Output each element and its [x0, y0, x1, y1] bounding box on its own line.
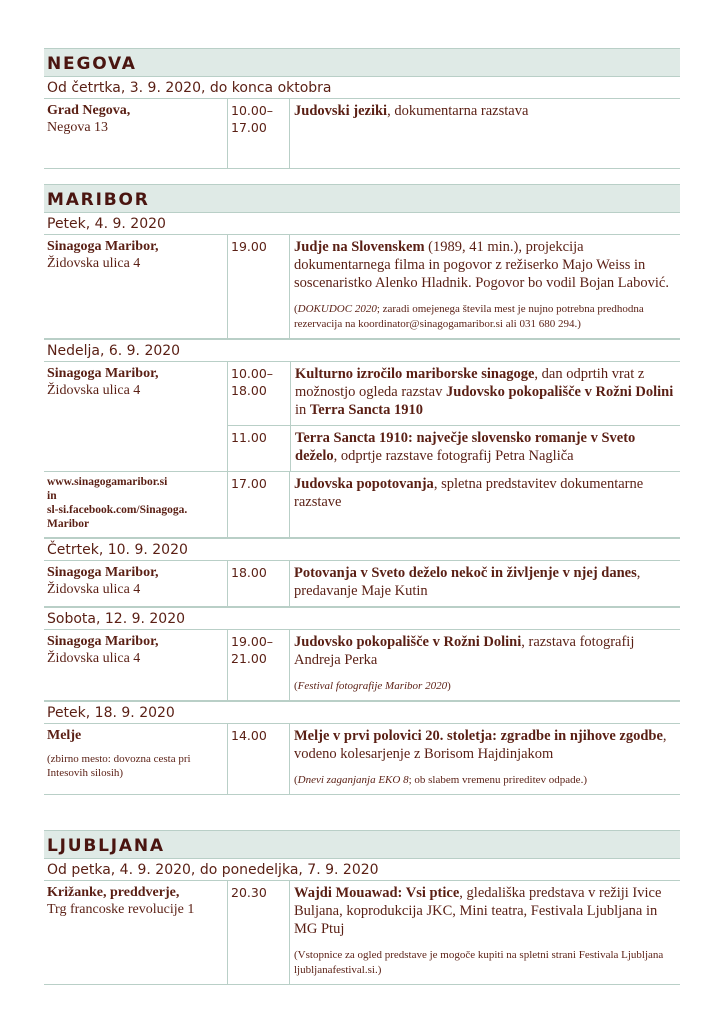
section-negova [44, 48, 680, 169]
event-place: Sinagoga Maribor, Židovska ulica 4 [47, 239, 159, 271]
event-row [44, 472, 680, 538]
date-heading: Sobota, 12. 9. 2020 [44, 607, 680, 630]
event-time: 17.00 [227, 472, 289, 537]
event-time: 19.00–21.00 [227, 630, 289, 700]
section-header [44, 184, 680, 212]
event-time: 14.00 [227, 724, 289, 794]
section-title: MARIBOR [47, 190, 150, 210]
event-description: Terra Sancta 1910: največje slovensko romanje v Sveto deželo, odprtje razstave fotografij Petra Nagliča [290, 426, 680, 471]
event-description: Melje v prvi polovici 20. stoletja: zgradbe in njihove zgodbe, vodeno kolesarjenje z Borisom Hajdinjakom (Dnevi zaganjanja EKO 8; ob slabem vremenu prireditev odpade.) [289, 724, 680, 794]
date-heading: Petek, 4. 9. 2020 [44, 212, 680, 235]
event-place: Grad Negova, Negova 13 [47, 103, 131, 135]
event-row [44, 724, 680, 795]
section-header [44, 48, 680, 76]
event-row [44, 99, 680, 169]
date-heading: Četrtek, 10. 9. 2020 [44, 538, 680, 561]
event-subrow [228, 425, 680, 471]
section-maribor [44, 184, 680, 795]
event-note: (Festival fotografije Maribor 2020) [294, 680, 451, 692]
event-row [44, 630, 680, 701]
event-description: Judovska popotovanja, spletna predstavitev dokumentarne razstave [289, 472, 680, 537]
event-place: Sinagoga Maribor, Židovska ulica 4 [47, 634, 159, 666]
event-subrows [227, 362, 680, 471]
event-place: Sinagoga Maribor, Židovska ulica 4 [47, 565, 159, 597]
event-description: Wajdi Mouawad: Vsi ptice, gledališka predstava v režiji Ivice Buljana, koprodukcija JKC, Mini teatra, Festivala Ljubljana in MG Ptuj (Vstopnice za ogled predstave je mogoče kupiti na spletni strani Festivala Ljubljana ljubljanafestival.si.) [289, 881, 680, 984]
event-place: Križanke, preddverje, Trg francoske revolucije 1 [47, 885, 195, 917]
section-title: LJUBLJANA [47, 836, 165, 856]
event-place: Melje (zbirno mesto: dovozna cesta pri Intesovih silosih) [44, 724, 227, 794]
event-subrow [228, 362, 680, 425]
date-range: Od petka, 4. 9. 2020, do ponedeljka, 7. 9. 2020 [44, 858, 680, 881]
event-description: Potovanja v Sveto deželo nekoč in življenje v njej danes, predavanje Maje Kutin [289, 561, 680, 606]
facebook-link[interactable]: sl-si.facebook.com/Sinagoga. [47, 504, 188, 516]
event-row [44, 235, 680, 339]
event-time: 20.30 [227, 881, 289, 984]
event-place: Sinagoga Maribor, Židovska ulica 4 [47, 366, 159, 398]
event-description: Judovski jeziki, dokumentarna razstava [289, 99, 680, 168]
place-note: (zbirno mesto: dovozna cesta pri Intesovih silosih) [47, 753, 191, 779]
event-row [44, 881, 680, 985]
event-description: Judovsko pokopališče v Rožni Dolini, razstava fotografij Andreja Perka (Festival fotografije Maribor 2020) [289, 630, 680, 700]
event-note: (Vstopnice za ogled predstave je mogoče kupiti na spletni strani Festivala Ljubljana ljubljanafestival.si.) [294, 949, 664, 976]
date-range: Od četrtka, 3. 9. 2020, do konca oktobra [44, 76, 680, 99]
date-heading: Petek, 18. 9. 2020 [44, 701, 680, 724]
date-heading: Nedelja, 6. 9. 2020 [44, 339, 680, 362]
website-link[interactable]: www.sinagogamaribor.si [47, 476, 168, 488]
event-time: 10.00–18.00 [231, 366, 274, 398]
event-row [44, 362, 680, 472]
event-description: Kulturno izročilo mariborske sinagoge, dan odprtih vrat z možnostjo ogleda razstav Judovsko pokopališče v Rožni Dolini in Terra Sancta 1910 [290, 362, 680, 425]
section-header [44, 830, 680, 858]
event-time: 10.00–17.00 [227, 99, 289, 168]
event-time: 19.00 [227, 235, 289, 338]
event-note: (DOKUDOC 2020; zaradi omejenega števila mest je nujno potrebna predhodna rezervacija na koordinator@sinagogamaribor.si ali 031 680 294.) [294, 303, 644, 330]
event-note: (Dnevi zaganjanja EKO 8; ob slabem vremenu prireditev odpade.) [294, 774, 587, 786]
section-title: NEGOVA [47, 54, 137, 74]
section-ljubljana [44, 830, 680, 985]
event-place-web: www.sinagogamaribor.si in sl-si.facebook.com/Sinagoga. Maribor [44, 472, 227, 537]
event-time: 18.00 [227, 561, 289, 606]
event-row [44, 561, 680, 607]
event-description: Judje na Slovenskem (1989, 41 min.), projekcija dokumentarnega filma in pogovor z režiserko Majo Weiss in soscenaristko Alenko Hladnik. Pogovor bo vodil Bojan Labović. (DOKUDOC 2020; zaradi omejenega števila mest je nujno potrebna predhodna rezervacija na koordinator@sinagogamaribor.si ali 031 680 294.) [289, 235, 680, 338]
event-time: 11.00 [231, 430, 267, 445]
